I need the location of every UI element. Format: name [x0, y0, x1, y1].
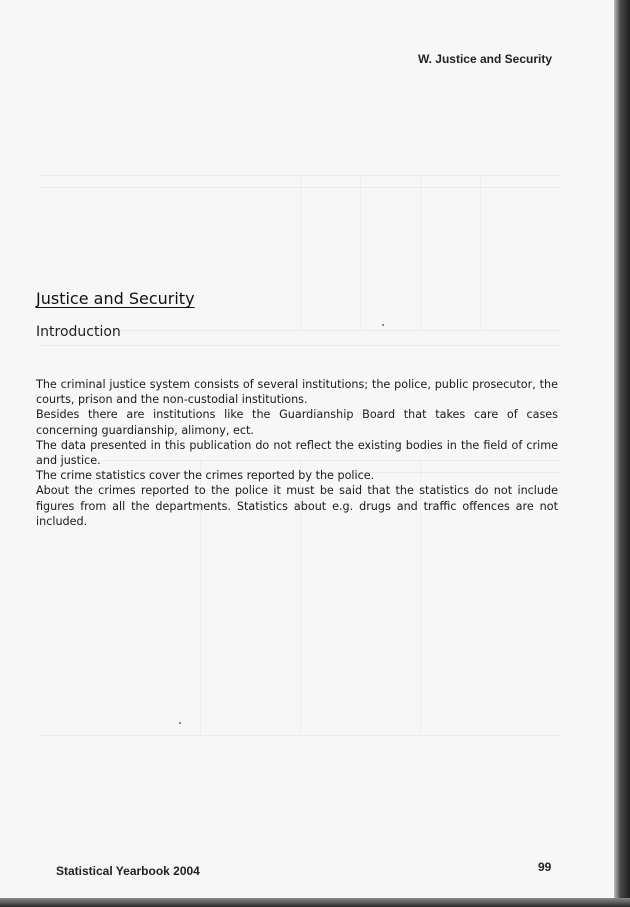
section-subtitle: Introduction	[36, 324, 121, 340]
section-title: Justice and Security	[36, 289, 195, 308]
page-edge-shadow	[614, 0, 630, 907]
page-number: 99	[538, 860, 552, 874]
paragraph: The crime statistics cover the crimes reported by the police.	[36, 469, 375, 483]
paragraph: About the crimes reported to the police it must be said that the statistics do not include figures from all the departments. Statistics about e.g. drugs and traffic offences are not included.	[36, 484, 558, 528]
paragraph: The data presented in this publication do not reflect the existing bodies in the field of crime and justice.	[36, 438, 558, 468]
paragraph: The criminal justice system consists of several institutions; the police, public prosecutor, the courts, prison and the non-custodial institutions.	[36, 378, 558, 407]
paragraph: Besides there are institutions like the Guardianship Board that takes care of cases concerning guardianship, alimony, ect.	[36, 408, 558, 437]
body-text	[36, 377, 558, 529]
speck	[179, 722, 181, 724]
speck	[382, 324, 384, 326]
chapter-header: W. Justice and Security	[417, 52, 552, 66]
page-bottom-shadow	[0, 898, 630, 907]
publication-title: Statistical Yearbook 2004	[56, 864, 200, 878]
